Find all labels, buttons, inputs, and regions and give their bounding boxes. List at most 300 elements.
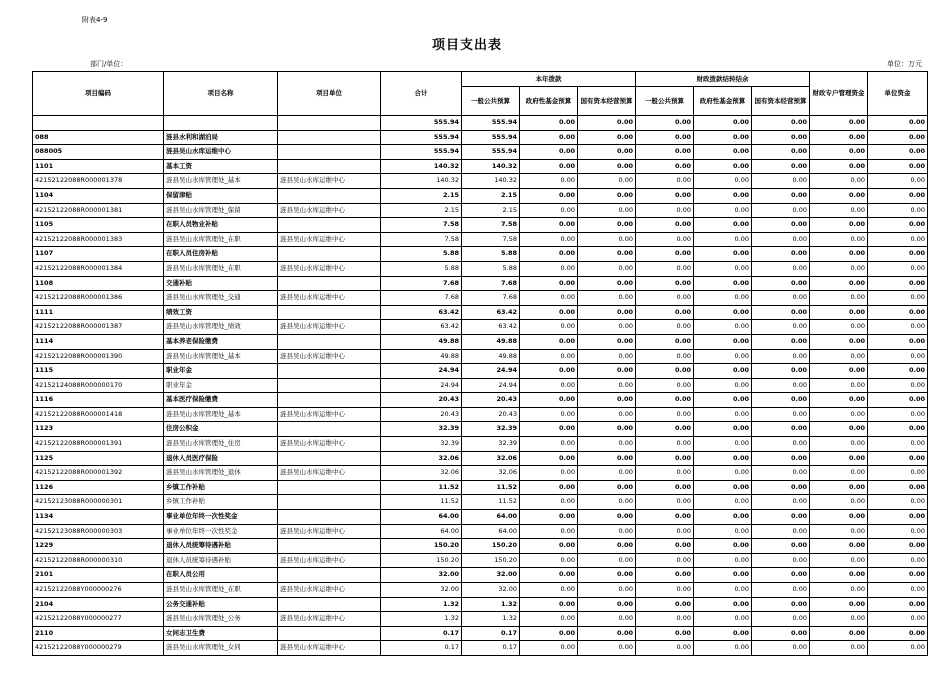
row-amount: 555.94 — [462, 116, 520, 131]
row-amount: 0.00 — [578, 407, 636, 422]
row-amount: 0.00 — [810, 451, 868, 466]
row-amount: 0.00 — [636, 437, 694, 452]
row-unit — [278, 130, 381, 145]
row-amount: 0.00 — [520, 145, 578, 160]
row-amount: 0.00 — [810, 188, 868, 203]
row-amount: 0.00 — [810, 378, 868, 393]
row-amount: 0.17 — [462, 626, 520, 641]
row-amount: 0.00 — [636, 276, 694, 291]
row-unit — [278, 378, 381, 393]
row-amount: 0.00 — [868, 510, 928, 525]
row-name: 涟县吴山水库管理处_保留 — [164, 203, 278, 218]
row-amount: 0.00 — [752, 597, 810, 612]
row-amount: 0.00 — [578, 334, 636, 349]
row-amount: 11.52 — [462, 495, 520, 510]
row-amount: 0.00 — [520, 334, 578, 349]
row-amount: 0.00 — [694, 568, 752, 583]
row-amount: 0.00 — [810, 422, 868, 437]
row-unit: 涟县吴山水库运维中心 — [278, 261, 381, 276]
row-amount: 0.00 — [636, 407, 694, 422]
row-amount: 0.00 — [868, 305, 928, 320]
row-amount: 0.00 — [752, 407, 810, 422]
table-row — [33, 393, 928, 408]
row-amount: 0.00 — [578, 553, 636, 568]
table-row — [33, 495, 928, 510]
row-amount: 11.52 — [381, 495, 462, 510]
table-row — [33, 174, 928, 189]
row-code: 088 — [33, 130, 164, 145]
row-amount: 20.43 — [462, 393, 520, 408]
row-name: 涟县吴山水库管理处_基本 — [164, 174, 278, 189]
row-name: 涟县吴山水库管理处_在职 — [164, 583, 278, 598]
row-name: 退休人员统筹待遇补贴 — [164, 553, 278, 568]
row-amount: 0.00 — [578, 422, 636, 437]
row-amount: 11.52 — [381, 480, 462, 495]
row-amount: 0.00 — [694, 349, 752, 364]
row-code: 42152122088R000001383 — [33, 232, 164, 247]
row-amount: 0.00 — [752, 378, 810, 393]
row-amount: 0.00 — [868, 203, 928, 218]
row-amount: 0.00 — [636, 451, 694, 466]
row-amount: 63.42 — [381, 305, 462, 320]
header-carry-state-capital-budget: 国有资本经营预算 — [752, 87, 810, 116]
row-name: 在职人员物业补贴 — [164, 218, 278, 233]
row-amount: 0.00 — [636, 145, 694, 160]
row-code: 1134 — [33, 510, 164, 525]
row-amount: 0.00 — [752, 422, 810, 437]
row-amount: 0.00 — [810, 495, 868, 510]
department-label: 部门/单位： — [90, 60, 128, 68]
row-amount: 0.00 — [520, 305, 578, 320]
row-amount: 0.00 — [810, 320, 868, 335]
header-carry-fund-budget: 政府性基金预算 — [694, 87, 752, 116]
row-amount: 2.15 — [381, 203, 462, 218]
table-row — [33, 364, 928, 379]
row-amount: 0.00 — [868, 218, 928, 233]
row-name: 事业单位年终一次性奖金 — [164, 510, 278, 525]
row-code: 42152122088R000001387 — [33, 320, 164, 335]
row-amount: 0.00 — [752, 218, 810, 233]
row-amount: 0.00 — [868, 451, 928, 466]
row-amount: 0.00 — [578, 145, 636, 160]
row-code: 1123 — [33, 422, 164, 437]
row-amount: 0.00 — [752, 320, 810, 335]
row-amount: 32.00 — [381, 583, 462, 598]
row-unit: 涟县吴山水库运维中心 — [278, 524, 381, 539]
row-amount: 0.00 — [636, 626, 694, 641]
row-amount: 0.00 — [520, 393, 578, 408]
row-amount: 0.00 — [578, 641, 636, 656]
row-unit — [278, 145, 381, 160]
row-amount: 0.00 — [752, 305, 810, 320]
row-amount: 0.00 — [636, 159, 694, 174]
row-unit — [278, 480, 381, 495]
row-unit: 涟县吴山水库运维中心 — [278, 320, 381, 335]
row-amount: 0.00 — [752, 188, 810, 203]
row-amount: 0.00 — [810, 334, 868, 349]
table-row — [33, 159, 928, 174]
row-amount: 0.00 — [636, 116, 694, 131]
table-row — [33, 232, 928, 247]
row-amount: 64.00 — [381, 524, 462, 539]
row-amount: 24.94 — [462, 378, 520, 393]
row-unit — [278, 116, 381, 131]
row-amount: 0.00 — [520, 320, 578, 335]
row-amount: 20.43 — [462, 407, 520, 422]
table-row — [33, 218, 928, 233]
row-amount: 0.00 — [868, 291, 928, 306]
row-amount: 0.00 — [868, 232, 928, 247]
row-code: 1125 — [33, 451, 164, 466]
row-amount: 0.00 — [578, 524, 636, 539]
row-amount: 0.00 — [810, 407, 868, 422]
row-name: 涟县吴山水库管理处_交通 — [164, 291, 278, 306]
row-amount: 0.00 — [752, 553, 810, 568]
row-amount: 0.00 — [810, 612, 868, 627]
row-amount: 150.20 — [381, 539, 462, 554]
row-amount: 7.58 — [381, 232, 462, 247]
row-amount: 49.88 — [381, 349, 462, 364]
table-row — [33, 510, 928, 525]
row-amount: 0.00 — [810, 261, 868, 276]
row-amount: 0.00 — [578, 568, 636, 583]
row-amount: 11.52 — [462, 480, 520, 495]
row-amount: 0.00 — [868, 349, 928, 364]
row-unit — [278, 597, 381, 612]
row-amount: 0.00 — [694, 188, 752, 203]
row-amount: 0.00 — [636, 583, 694, 598]
row-amount: 5.88 — [462, 261, 520, 276]
row-amount: 0.00 — [520, 247, 578, 262]
row-amount: 7.68 — [381, 291, 462, 306]
row-amount: 0.00 — [810, 466, 868, 481]
row-amount: 7.68 — [381, 276, 462, 291]
row-amount: 0.00 — [636, 291, 694, 306]
row-amount: 0.00 — [868, 524, 928, 539]
row-amount: 32.39 — [462, 422, 520, 437]
row-amount: 1.32 — [462, 597, 520, 612]
row-amount: 0.00 — [752, 510, 810, 525]
row-amount: 0.00 — [636, 510, 694, 525]
row-amount: 0.00 — [520, 451, 578, 466]
row-amount: 0.00 — [520, 583, 578, 598]
row-amount: 0.00 — [810, 305, 868, 320]
row-amount: 0.00 — [636, 393, 694, 408]
row-amount: 0.00 — [752, 451, 810, 466]
row-code: 42152123088R000000303 — [33, 524, 164, 539]
row-amount: 0.00 — [810, 218, 868, 233]
row-amount: 0.00 — [694, 480, 752, 495]
row-amount: 0.00 — [752, 626, 810, 641]
row-amount: 0.00 — [868, 437, 928, 452]
row-amount: 0.17 — [381, 641, 462, 656]
row-amount: 0.00 — [520, 466, 578, 481]
row-name: 绩效工资 — [164, 305, 278, 320]
row-amount: 0.00 — [636, 218, 694, 233]
row-amount: 0.00 — [868, 247, 928, 262]
row-amount: 0.00 — [694, 495, 752, 510]
row-amount: 0.00 — [578, 495, 636, 510]
row-amount: 0.00 — [636, 203, 694, 218]
row-name: 涟县吴山水库管理处_退休 — [164, 466, 278, 481]
row-name: 涟县吴山水库运维中心 — [164, 145, 278, 160]
row-amount: 0.00 — [520, 539, 578, 554]
row-amount: 0.00 — [578, 247, 636, 262]
row-amount: 0.00 — [810, 349, 868, 364]
row-amount: 0.00 — [578, 276, 636, 291]
row-unit — [278, 422, 381, 437]
row-unit: 涟县吴山水库运维中心 — [278, 407, 381, 422]
row-amount: 150.20 — [462, 553, 520, 568]
row-unit: 涟县吴山水库运维中心 — [278, 437, 381, 452]
header-fund-budget: 政府性基金预算 — [520, 87, 578, 116]
table-row — [33, 334, 928, 349]
row-amount: 0.00 — [868, 393, 928, 408]
row-amount: 5.88 — [381, 261, 462, 276]
row-amount: 0.00 — [578, 626, 636, 641]
row-amount: 0.00 — [868, 539, 928, 554]
row-amount: 0.00 — [868, 159, 928, 174]
row-amount: 32.39 — [462, 437, 520, 452]
row-amount: 0.00 — [694, 174, 752, 189]
row-amount: 0.00 — [694, 583, 752, 598]
header-code: 项目编码 — [33, 72, 164, 116]
row-code: 1111 — [33, 305, 164, 320]
row-amount: 0.00 — [752, 334, 810, 349]
row-name: 涟县吴山水库管理处_公务 — [164, 612, 278, 627]
row-amount: 0.00 — [694, 510, 752, 525]
row-amount: 0.00 — [578, 393, 636, 408]
row-amount: 1.32 — [381, 612, 462, 627]
table-row — [33, 145, 928, 160]
row-amount: 0.00 — [578, 261, 636, 276]
row-amount: 0.00 — [520, 291, 578, 306]
table-row — [33, 437, 928, 452]
row-amount: 555.94 — [381, 145, 462, 160]
row-amount: 140.32 — [381, 174, 462, 189]
row-amount: 0.00 — [636, 232, 694, 247]
row-amount: 0.00 — [868, 334, 928, 349]
row-amount: 0.00 — [636, 553, 694, 568]
row-amount: 0.00 — [810, 641, 868, 656]
row-amount: 0.00 — [578, 378, 636, 393]
row-amount: 0.00 — [636, 364, 694, 379]
row-amount: 0.00 — [520, 174, 578, 189]
row-unit — [278, 364, 381, 379]
row-amount: 0.00 — [636, 174, 694, 189]
row-amount: 0.00 — [578, 466, 636, 481]
row-amount: 63.42 — [381, 320, 462, 335]
row-amount: 0.00 — [520, 130, 578, 145]
row-code: 1101 — [33, 159, 164, 174]
row-amount: 0.00 — [578, 159, 636, 174]
row-amount: 0.00 — [520, 437, 578, 452]
row-amount: 0.00 — [868, 583, 928, 598]
row-amount: 64.00 — [381, 510, 462, 525]
row-amount: 32.00 — [462, 568, 520, 583]
row-amount: 555.94 — [381, 116, 462, 131]
row-amount: 0.00 — [810, 539, 868, 554]
row-unit — [278, 568, 381, 583]
row-amount: 0.00 — [752, 247, 810, 262]
row-amount: 0.00 — [868, 568, 928, 583]
row-amount: 64.00 — [462, 510, 520, 525]
row-name: 基本养老保险缴费 — [164, 334, 278, 349]
table-row — [33, 451, 928, 466]
row-amount: 0.00 — [578, 437, 636, 452]
row-amount: 0.00 — [752, 232, 810, 247]
row-amount: 63.42 — [462, 305, 520, 320]
row-unit — [278, 393, 381, 408]
row-amount: 63.42 — [462, 320, 520, 335]
row-unit: 涟县吴山水库运维中心 — [278, 291, 381, 306]
row-amount: 0.00 — [694, 641, 752, 656]
row-unit: 涟县吴山水库运维中心 — [278, 203, 381, 218]
row-code: 1108 — [33, 276, 164, 291]
row-amount: 0.00 — [636, 334, 694, 349]
table-row — [33, 422, 928, 437]
row-amount: 0.00 — [694, 334, 752, 349]
header-general-budget: 一般公共预算 — [462, 87, 520, 116]
row-amount: 0.00 — [636, 568, 694, 583]
row-amount: 0.00 — [868, 495, 928, 510]
row-amount: 1.32 — [381, 597, 462, 612]
row-amount: 0.00 — [694, 276, 752, 291]
header-carry-general-budget: 一般公共预算 — [636, 87, 694, 116]
header-name: 项目名称 — [164, 72, 278, 116]
row-amount: 0.00 — [636, 261, 694, 276]
row-amount: 0.00 — [752, 480, 810, 495]
row-amount: 0.00 — [636, 480, 694, 495]
row-amount: 0.00 — [636, 597, 694, 612]
row-unit — [278, 218, 381, 233]
table-row — [33, 291, 928, 306]
row-amount: 0.00 — [868, 612, 928, 627]
row-unit — [278, 305, 381, 320]
row-amount: 0.00 — [694, 612, 752, 627]
row-amount: 32.39 — [381, 422, 462, 437]
row-amount: 2.15 — [462, 188, 520, 203]
row-amount: 0.00 — [520, 188, 578, 203]
row-amount: 0.00 — [520, 203, 578, 218]
row-amount: 0.00 — [868, 407, 928, 422]
row-amount: 0.00 — [578, 597, 636, 612]
row-amount: 0.00 — [752, 349, 810, 364]
row-unit — [278, 495, 381, 510]
row-amount: 0.00 — [578, 364, 636, 379]
row-amount: 0.00 — [636, 247, 694, 262]
row-amount: 0.00 — [694, 130, 752, 145]
row-amount: 0.00 — [520, 218, 578, 233]
row-amount: 0.00 — [636, 305, 694, 320]
row-amount: 0.00 — [520, 261, 578, 276]
row-amount: 0.00 — [694, 597, 752, 612]
row-amount: 0.00 — [520, 276, 578, 291]
row-code: 42152124088R000000170 — [33, 378, 164, 393]
row-amount: 32.06 — [381, 466, 462, 481]
row-amount: 0.00 — [520, 597, 578, 612]
row-code: 088005 — [33, 145, 164, 160]
table-header — [33, 72, 928, 116]
row-code — [33, 116, 164, 131]
row-amount: 0.00 — [578, 116, 636, 131]
row-amount: 0.00 — [578, 203, 636, 218]
header-special-account: 财政专户管理资金 — [810, 72, 868, 116]
row-amount: 5.88 — [381, 247, 462, 262]
row-amount: 7.58 — [462, 218, 520, 233]
row-name: 涟县吴山水库管理处_在职 — [164, 232, 278, 247]
row-amount: 0.00 — [752, 261, 810, 276]
row-amount: 0.00 — [578, 320, 636, 335]
row-amount: 0.00 — [520, 553, 578, 568]
row-unit: 涟县吴山水库运维中心 — [278, 466, 381, 481]
row-amount: 0.00 — [694, 320, 752, 335]
row-unit — [278, 539, 381, 554]
row-amount: 0.00 — [636, 320, 694, 335]
row-amount: 0.00 — [520, 422, 578, 437]
row-amount: 0.00 — [578, 218, 636, 233]
row-code: 1105 — [33, 218, 164, 233]
row-amount: 0.00 — [752, 291, 810, 306]
row-code: 42152122088R000001390 — [33, 349, 164, 364]
row-amount: 49.88 — [462, 334, 520, 349]
row-amount: 0.00 — [578, 612, 636, 627]
row-unit — [278, 626, 381, 641]
row-code: 42152122088R000001386 — [33, 291, 164, 306]
table-row — [33, 320, 928, 335]
row-amount: 150.20 — [381, 553, 462, 568]
row-amount: 0.00 — [636, 539, 694, 554]
row-amount: 1.32 — [462, 612, 520, 627]
row-amount: 0.00 — [694, 393, 752, 408]
row-amount: 0.00 — [752, 203, 810, 218]
row-amount: 0.00 — [520, 480, 578, 495]
row-name: 涟县吴山水库管理处_绩效 — [164, 320, 278, 335]
row-amount: 555.94 — [462, 145, 520, 160]
row-amount: 0.00 — [868, 116, 928, 131]
row-amount: 0.00 — [578, 539, 636, 554]
row-amount: 0.00 — [520, 232, 578, 247]
row-amount: 24.94 — [381, 378, 462, 393]
row-amount: 20.43 — [381, 393, 462, 408]
row-amount: 140.32 — [462, 159, 520, 174]
row-amount: 0.00 — [636, 188, 694, 203]
row-amount: 0.00 — [694, 539, 752, 554]
table-row — [33, 568, 928, 583]
table-row — [33, 130, 928, 145]
table-body — [33, 116, 928, 656]
row-amount: 0.00 — [810, 626, 868, 641]
row-name: 涟县吴山水库管理处_女同 — [164, 641, 278, 656]
row-amount: 0.00 — [810, 232, 868, 247]
row-amount: 0.00 — [578, 510, 636, 525]
annex-label: 附表4-9 — [82, 16, 108, 24]
table-row — [33, 553, 928, 568]
table-row — [33, 641, 928, 656]
row-amount: 0.00 — [520, 510, 578, 525]
row-unit — [278, 510, 381, 525]
header-unit: 项目单位 — [278, 72, 381, 116]
row-unit — [278, 247, 381, 262]
row-amount: 555.94 — [462, 130, 520, 145]
row-amount: 0.00 — [694, 145, 752, 160]
row-name: 退休人员统筹待遇补贴 — [164, 539, 278, 554]
row-amount: 0.00 — [578, 349, 636, 364]
row-name: 女同志卫生费 — [164, 626, 278, 641]
row-amount: 0.00 — [520, 159, 578, 174]
table-row — [33, 466, 928, 481]
row-amount: 64.00 — [462, 524, 520, 539]
